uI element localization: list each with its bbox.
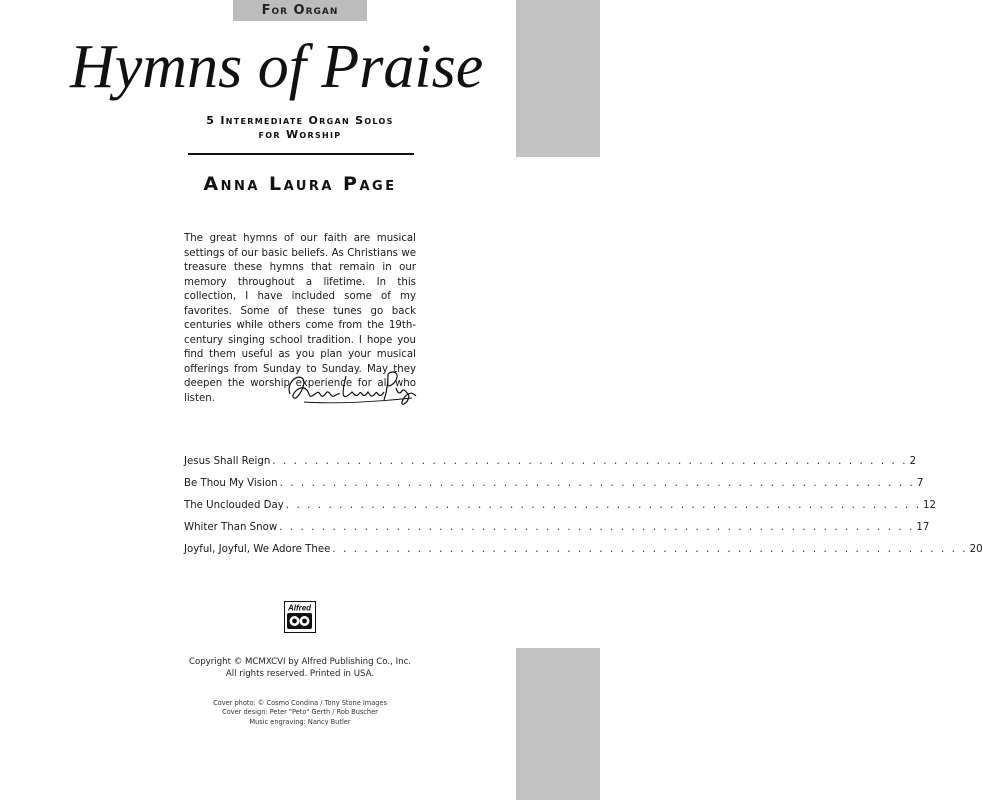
copyright-notice [150,656,450,680]
copyright-line-1: Copyright © MCMXCVI by Alfred Publishing Co., Inc. [188,657,412,667]
toc-page-number: 2 [909,456,917,467]
signature-icon [284,364,420,410]
toc-leader-dots: . . . . . . . . . . . . . . . . . . . . . . . . . . . . . . . . . . . . . . . . . . . . . . . . . . . . . . . . . . . . [332,544,968,555]
toc-title: Be Thou My Vision [184,478,278,489]
subtitle-line-2: for Worship [258,128,342,141]
toc-item [184,500,937,522]
alfred-logo-icon [284,601,316,633]
credits [150,699,450,727]
subtitle-line-1: 5 Intermediate Organ Solos [206,114,394,127]
toc-page-number: 12 [923,500,937,511]
toc-page-number: 7 [916,478,924,489]
credit-photo: Cover photo: © Cosmo Condina / Tony Stone Images [213,699,387,707]
toc-page-number: 20 [969,544,983,555]
book-title: Hymns of Praise [70,33,484,101]
intro-paragraph: The great hymns of our faith are musical settings of our basic beliefs. As Christians we treasure these hymns that remain in our memory throughout a lifetime. In this collection, I have included some of my favorites. Some of these tunes go back centuries while others come from the 19th-century singing school tradition. I hope you find them useful as you plan your musical offerings from Sunday to Sunday. May they deepen the worship experience for all who listen. [184,233,416,404]
toc-title: Joyful, Joyful, We Adore Thee [184,544,331,555]
logo-text: Alfred [287,603,312,613]
toc-item [184,544,983,566]
divider-rule [188,153,414,155]
toc-title: The Unclouded Day [184,500,284,511]
toc-leader-dots: . . . . . . . . . . . . . . . . . . . . . . . . . . . . . . . . . . . . . . . . . . . . . . . . . . . . . . . . . . . . [272,456,908,467]
toc-title: Jesus Shall Reign [184,456,271,467]
toc-title: Whiter Than Snow [184,522,278,533]
for-organ-tab: For Organ [233,0,367,21]
subtitle [160,114,440,142]
toc-leader-dots: . . . . . . . . . . . . . . . . . . . . . . . . . . . . . . . . . . . . . . . . . . . . . . . . . . . . . . . . . . . . [285,500,922,511]
copyright-line-2: All rights reserved. Printed in USA. [225,669,375,679]
toc-page-number: 17 [916,522,930,533]
toc-item [184,522,930,544]
toc-leader-dots: . . . . . . . . . . . . . . . . . . . . . . . . . . . . . . . . . . . . . . . . . . . . . . . . . . . . . . . . . . . . [279,522,915,533]
toc-item [184,478,924,500]
credit-design: Cover design: Peter "Peto" Gerth / Rob Buscher [222,708,378,717]
toc-leader-dots: . . . . . . . . . . . . . . . . . . . . . . . . . . . . . . . . . . . . . . . . . . . . . . . . . . . . . . . . . . . . [279,478,915,489]
toc-item [184,456,917,478]
table-of-contents [184,456,983,566]
side-bar-bottom [516,648,600,800]
author-name: Anna Laura Page [203,173,397,195]
credit-engraving: Music engraving: Nancy Butler [249,717,351,726]
